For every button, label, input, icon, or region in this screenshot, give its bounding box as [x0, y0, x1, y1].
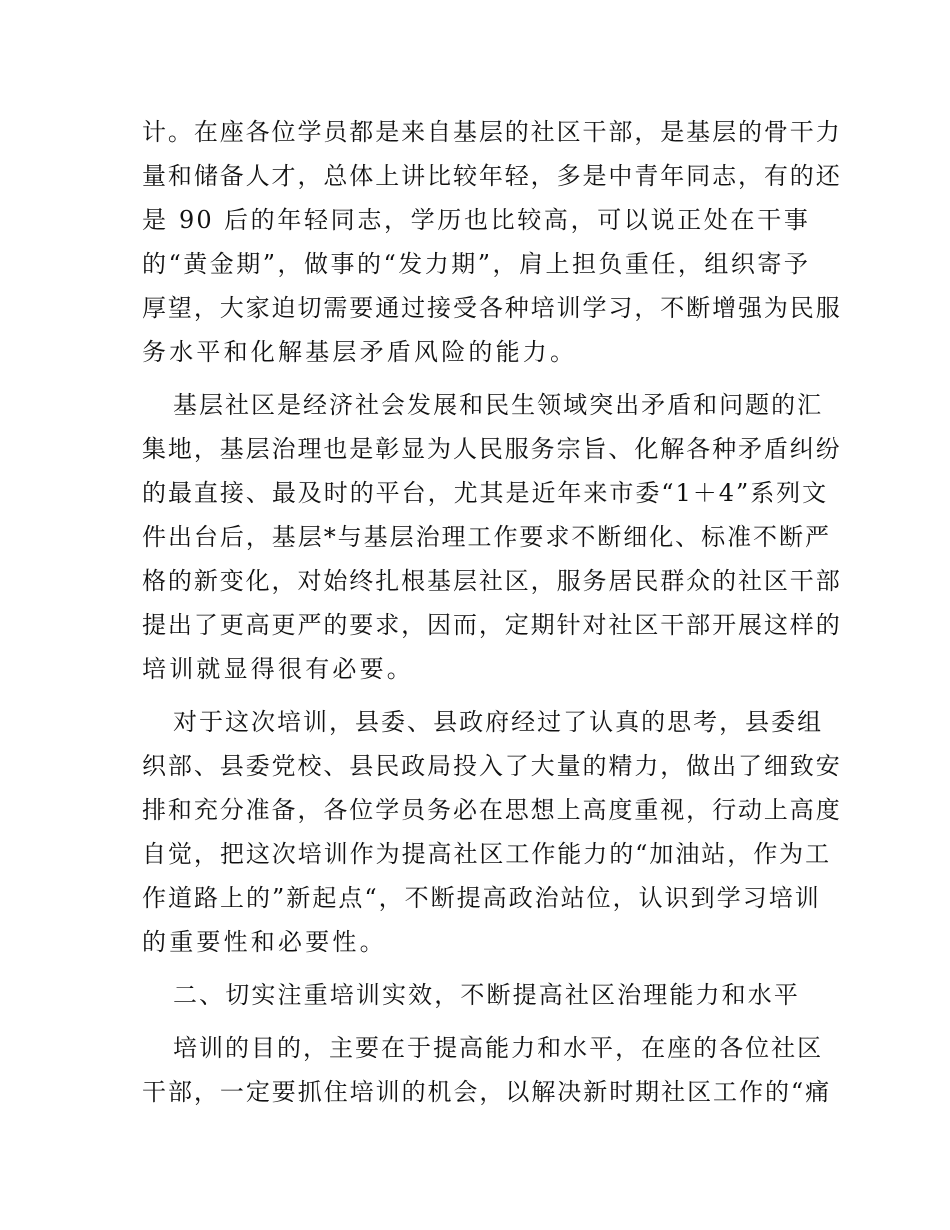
- text-line: 务水平和化解基层矛盾风险的能力。: [142, 338, 578, 366]
- text-line: 排和充分准备，各位学员务必在思想上高度重视，行动上高度: [142, 796, 842, 824]
- paragraph-2: [142, 383, 842, 691]
- text-line: 对于这次培训，县委、县政府经过了认真的思考，县委组: [173, 708, 824, 736]
- text-line: 的最直接、最及时的平台，尤其是近年来市委“1＋4”系列文: [142, 479, 829, 507]
- paragraph-3: [142, 700, 842, 964]
- paragraph-1: [142, 110, 842, 374]
- text-line: 件出台后，基层*与基层治理工作要求不断细化、标准不断严: [142, 523, 831, 551]
- text-line: 提出了更高更严的要求，因而，定期针对社区干部开展这样的: [142, 611, 842, 639]
- text-line: 自觉，把这次培训作为提高社区工作能力的“加油站，作为工: [142, 840, 832, 868]
- document-body: [142, 110, 842, 1114]
- text-line: 格的新变化，对始终扎根基层社区，服务居民群众的社区干部: [142, 567, 842, 595]
- paragraph-4: [142, 1026, 832, 1114]
- text-line: 是 90 后的年轻同志，学历也比较高，可以说正处在干事: [142, 206, 810, 234]
- text-line: 作道路上的”新起点“，不断提高政治站位，认识到学习培训: [142, 884, 821, 912]
- text-line: 培训就显得很有必要。: [142, 655, 414, 683]
- text-line: 培训的目的，主要在于提高能力和水平，在座的各位社区: [173, 1034, 824, 1062]
- section-heading: [142, 973, 810, 1017]
- heading-line: 二、切实注重培训实效，不断提高社区治理能力和水平: [173, 981, 801, 1009]
- text-line: 的“黄金期”，做事的“发力期”，肩上担负重任，组织寄予: [142, 250, 810, 278]
- text-line: 的重要性和必要性。: [142, 928, 387, 956]
- text-line: 基层社区是经济社会发展和民生领域突出矛盾和问题的汇: [173, 391, 824, 419]
- text-line: 量和储备人才，总体上讲比较年轻，多是中青年同志，有的还: [142, 162, 842, 190]
- text-line: 集地，基层治理也是彰显为人民服务宗旨、化解各种矛盾纠纷: [142, 435, 842, 463]
- text-line: 织部、县委党校、县民政局投入了大量的精力，做出了细致安: [142, 752, 842, 780]
- text-line: 计。在座各位学员都是来自基层的社区干部，是基层的骨干力: [142, 118, 842, 146]
- text-line: 干部，一定要抓住培训的机会，以解决新时期社区工作的“痛: [142, 1078, 832, 1106]
- text-line: 厚望，大家迫切需要通过接受各种培训学习，不断增强为民服: [142, 294, 842, 322]
